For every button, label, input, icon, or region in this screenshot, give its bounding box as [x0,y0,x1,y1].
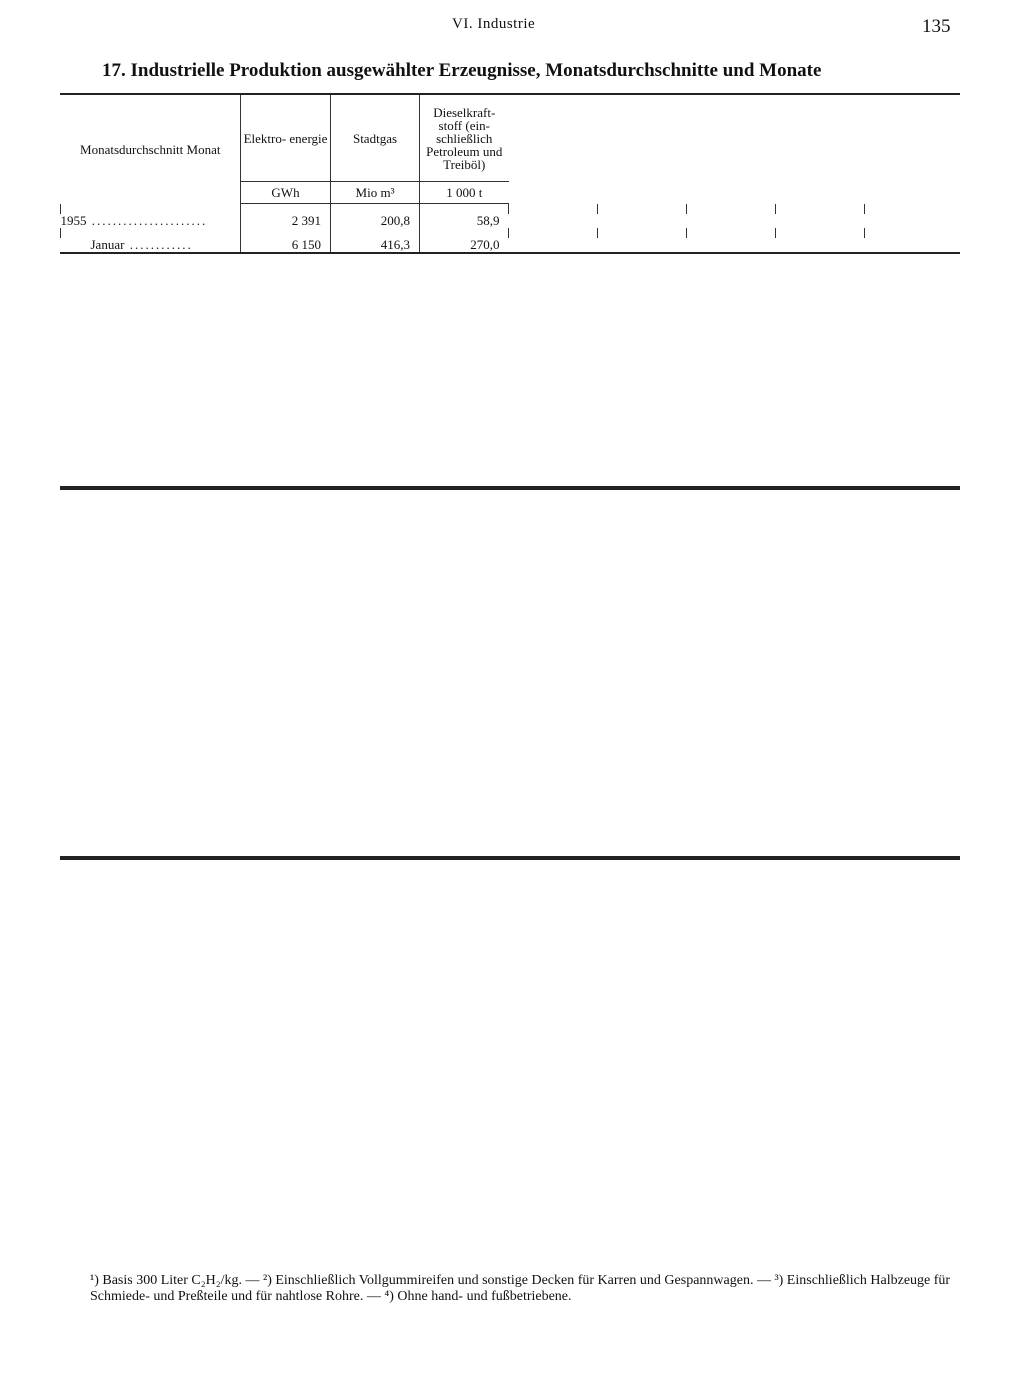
production-table [60,95,961,252]
column-header: Dieselkraft- stoff (ein- schließlich Petroleum und Treiböl) [420,95,509,182]
table-cell: 6 150 [241,238,331,252]
row-label-text: Januar [90,237,125,252]
table-title: 17. Industrielle Produktion ausgewählter Erzeugnisse, Monatsdurchschnitte und Monate [102,60,822,81]
row-label-text: 1955 [60,214,87,228]
row-label: 1955 ...................... [60,214,208,228]
unit-header: GWh [241,182,331,204]
table-cell: 2 391 [241,214,331,228]
unit-header: Mio m³ [331,182,420,204]
unit-header: 1 000 t [420,182,509,204]
table-cell: 270,0 [420,238,509,252]
row-label: Januar ............ [90,237,193,252]
table-block-1 [60,93,960,254]
column-header: Elektro- energie [241,95,331,182]
stub-header: Monatsdurchschnitt Monat [80,141,221,157]
table-row [61,214,961,228]
table-block-2 [60,486,960,490]
table-cell: 416,3 [331,238,420,252]
column-header: Stadtgas [331,95,420,182]
table-block-3 [60,856,960,860]
table-row [61,238,961,252]
page-number: 135 [922,16,951,37]
section-header: VI. Industrie [452,16,536,32]
footnotes: ¹) Basis 300 Liter C₂H₂/kg. — ²) Einschließlich Vollgummireifen und sonstige Decken für Karren und Gespannwagen. — ³) Einschließlich Halbzeuge für Schmiede- und Preßteile und für nahtlose Rohre. — ⁴) Ohne hand- und fußbetriebene. [90,1273,951,1304]
table-cell: 58,9 [420,214,509,228]
table-cell: 200,8 [331,214,420,228]
